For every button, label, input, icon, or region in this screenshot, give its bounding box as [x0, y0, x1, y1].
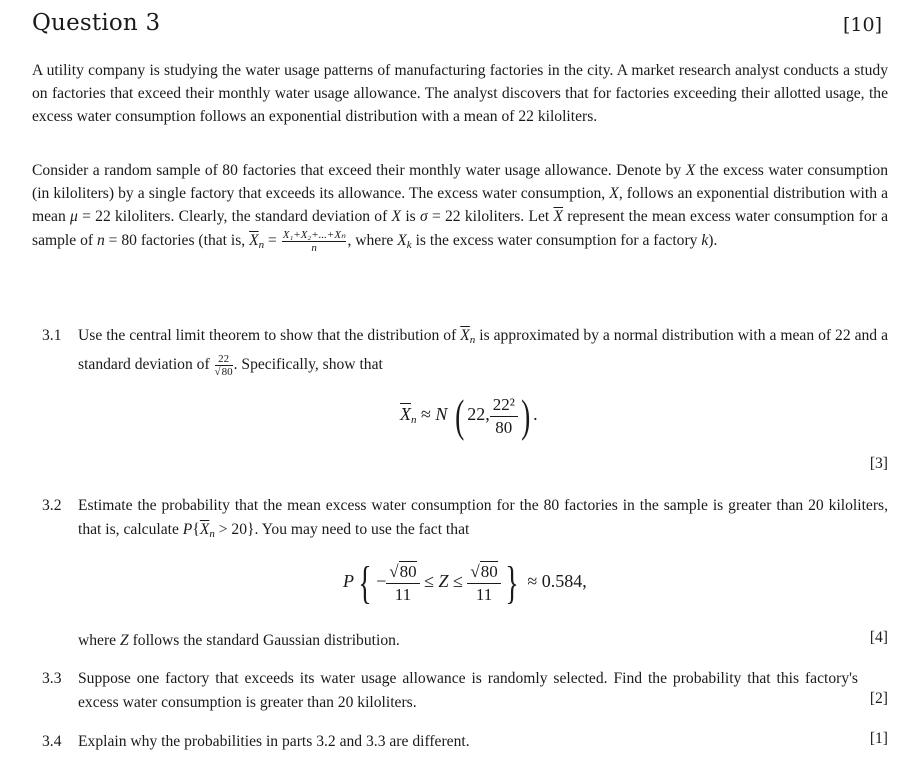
var-z: Z [120, 632, 129, 649]
variance-fraction [490, 394, 518, 439]
subscript: k [406, 238, 412, 251]
part-number: 3.3 [42, 670, 62, 687]
var-xbar: $\overline{X}$ [553, 208, 564, 226]
text: , follows an exponential distribution with a mean [32, 185, 888, 226]
fraction-numerator: X₁+X₂+...+Xₙ [282, 228, 346, 241]
var-x: X [685, 162, 696, 179]
text: Use the central limit theorem to show that the distribution of [78, 327, 461, 344]
text: Consider a random sample of 80 factories that exceed their monthly water usage allowance. Denote by [32, 162, 686, 179]
text: the excess water consumption (in kiloliters) by a single factory that exceeds its allowance. The excess water consumption, [32, 162, 888, 203]
approx-symbol: ≈ [416, 404, 436, 425]
left-brace: { [358, 557, 372, 608]
subscript: n [209, 527, 215, 540]
fraction-denominator: 80 [495, 417, 513, 437]
le-symbol: ≤ [419, 571, 439, 592]
text: , where [347, 231, 398, 249]
subscript: n [469, 334, 476, 346]
part-3-4 [42, 730, 888, 754]
var-xbar-n: $\overline{X}$ [199, 520, 210, 538]
part-text: Explain why the probabilities in parts 3.2 and 3.3 are different. [78, 733, 470, 750]
fraction-denominator: 11 [475, 584, 493, 604]
text: ). [708, 231, 718, 249]
right-brace: } [505, 557, 519, 608]
intro-paragraph-1: A utility company is studying the water usage patterns of manufacturing factories in the city. A market research analyst conducts a study on factories that exceed their monthly water usage allowance. The analyst discovers that for factories exceeding their allotted usage, the excess water consumption follows an exponential distribution with a mean of 22 kiloliters. [32, 62, 888, 126]
sqrt-content: 80 [221, 365, 233, 378]
part-number: 3.2 [42, 497, 62, 514]
probability-fact-formula [343, 557, 587, 608]
text: > 20} [214, 520, 255, 538]
text: . [533, 404, 538, 425]
part-number: 3.1 [42, 327, 62, 344]
mean-fraction [282, 229, 347, 254]
var-xbar-n: $\overline{X}$ [400, 404, 411, 425]
text: where [78, 632, 120, 649]
var-n: n [96, 231, 105, 249]
mean-value: 22, [467, 404, 490, 425]
left-paren: ( [454, 390, 465, 441]
text: is the excess water consumption for a factory [411, 231, 702, 249]
fraction-numerator: √80 [467, 561, 500, 584]
text: = 22 kiloliters. Let [427, 208, 554, 226]
prob-symbol: P [182, 520, 193, 538]
subscript: n [411, 414, 417, 427]
var-x: X [391, 208, 402, 226]
sqrt-content: 80 [399, 561, 417, 581]
part-3-3 [42, 667, 888, 714]
var-xbar-n: $\overline{X}$ [249, 231, 259, 249]
var-sigma: σ [420, 208, 428, 226]
fraction-denominator: n [311, 241, 317, 254]
text: . Specifically, show that [233, 355, 383, 373]
normal-approx-formula [400, 390, 538, 441]
le-symbol: ≤ [448, 571, 468, 592]
var-x: X [609, 185, 619, 203]
part-3-1-marks: [3] [869, 455, 888, 472]
sqrt-content: 80 [480, 561, 498, 581]
upper-bound-fraction [467, 561, 500, 606]
fraction-numerator: √80 [386, 561, 419, 584]
text: is [401, 208, 420, 226]
minus-sign: − [376, 571, 387, 592]
text: = 22 kiloliters. Clearly, the standard deviation of [77, 208, 392, 226]
part-number: 3.4 [42, 733, 62, 750]
text: { [192, 520, 200, 538]
var-z: Z [438, 571, 449, 592]
var-xk: X [397, 231, 407, 249]
var-xbar-n: $\overline{X}$ [460, 327, 470, 344]
text: = [264, 231, 281, 249]
text: = 80 factories (that is, [104, 231, 250, 249]
text: follows the standard Gaussian distribution. [128, 632, 400, 649]
fraction-numerator: 22 [215, 353, 233, 366]
sd-fraction [215, 353, 233, 378]
text: represent the mean excess water consumption for a sample of [32, 208, 889, 249]
text: is approximated by a normal distribution with a mean of 22 and a standard deviation of [78, 327, 888, 373]
fraction-denominator: 11 [394, 584, 412, 604]
text: . You may need to use the fact that [254, 520, 470, 538]
question-title: Question 3 [32, 10, 161, 36]
part-3-3-marks: [2] [869, 690, 888, 707]
fraction-denominator: √80 [214, 365, 233, 378]
text: Estimate the probability that the mean excess water consumption for the 80 factories in the sample is greater than 20 kiloliters, that is, calculate [78, 497, 888, 538]
prob-symbol: P [343, 571, 354, 592]
var-k: k [701, 231, 709, 249]
normal-symbol: N [435, 404, 448, 425]
fraction-numerator: 22² [490, 394, 518, 417]
result-value: ≈ 0.584, [522, 571, 587, 592]
part-3-2-followup [42, 629, 888, 653]
part-3-2-marks: [4] [869, 629, 888, 646]
part-3-1 [42, 324, 888, 378]
subscript: n [258, 238, 265, 251]
var-mu: μ [70, 208, 78, 226]
part-3-4-marks: [1] [869, 730, 888, 747]
lower-bound-fraction [386, 561, 419, 606]
intro-paragraph-2 [32, 159, 888, 257]
part-3-2 [42, 494, 888, 546]
part-text: Suppose one factory that exceeds its water usage allowance is randomly selected. Find the probability that this factory's excess water consumption is greater than 20 kiloliters. [78, 670, 858, 711]
total-marks: [10] [842, 14, 882, 36]
right-paren: ) [520, 390, 531, 441]
